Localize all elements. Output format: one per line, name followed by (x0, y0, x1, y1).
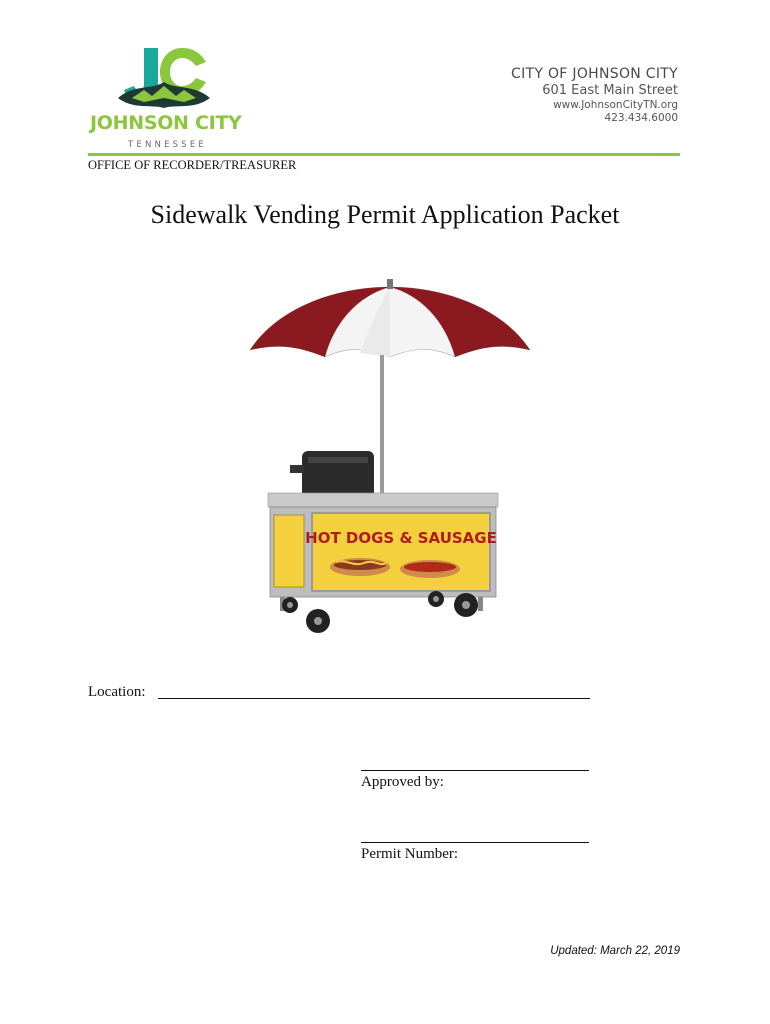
logo-state: TENNESSEE (128, 140, 207, 150)
umbrella-icon (250, 279, 530, 357)
phone-number: 423.434.6000 (604, 112, 678, 124)
document-title: Sidewalk Vending Permit Application Packet (150, 200, 620, 229)
city-address-block (511, 66, 678, 124)
updated-date: Updated: March 22, 2019 (550, 945, 680, 957)
website-link[interactable]: www.JohnsonCityTN.org (553, 99, 678, 111)
johnson-city-logo (88, 44, 242, 152)
logo-wordmark: JOHNSON CITY (90, 112, 242, 134)
permit-number-line[interactable] (361, 842, 589, 843)
approved-by-label: Approved by: (361, 774, 444, 790)
street-address: 601 East Main Street (542, 83, 678, 98)
office-name: OFFICE OF RECORDER/TREASURER (88, 158, 297, 172)
hot-dog-cart-image (240, 275, 540, 645)
cart-sign-text: HOT DOGS & SAUSAGE (305, 529, 497, 547)
location-line[interactable] (158, 698, 590, 699)
header-divider (88, 153, 680, 156)
permit-number-label: Permit Number: (361, 846, 459, 862)
jc-mountain-icon (114, 44, 214, 112)
location-label: Location: (88, 684, 146, 700)
city-name: CITY OF JOHNSON CITY (511, 66, 678, 82)
approved-by-line[interactable] (361, 770, 589, 771)
